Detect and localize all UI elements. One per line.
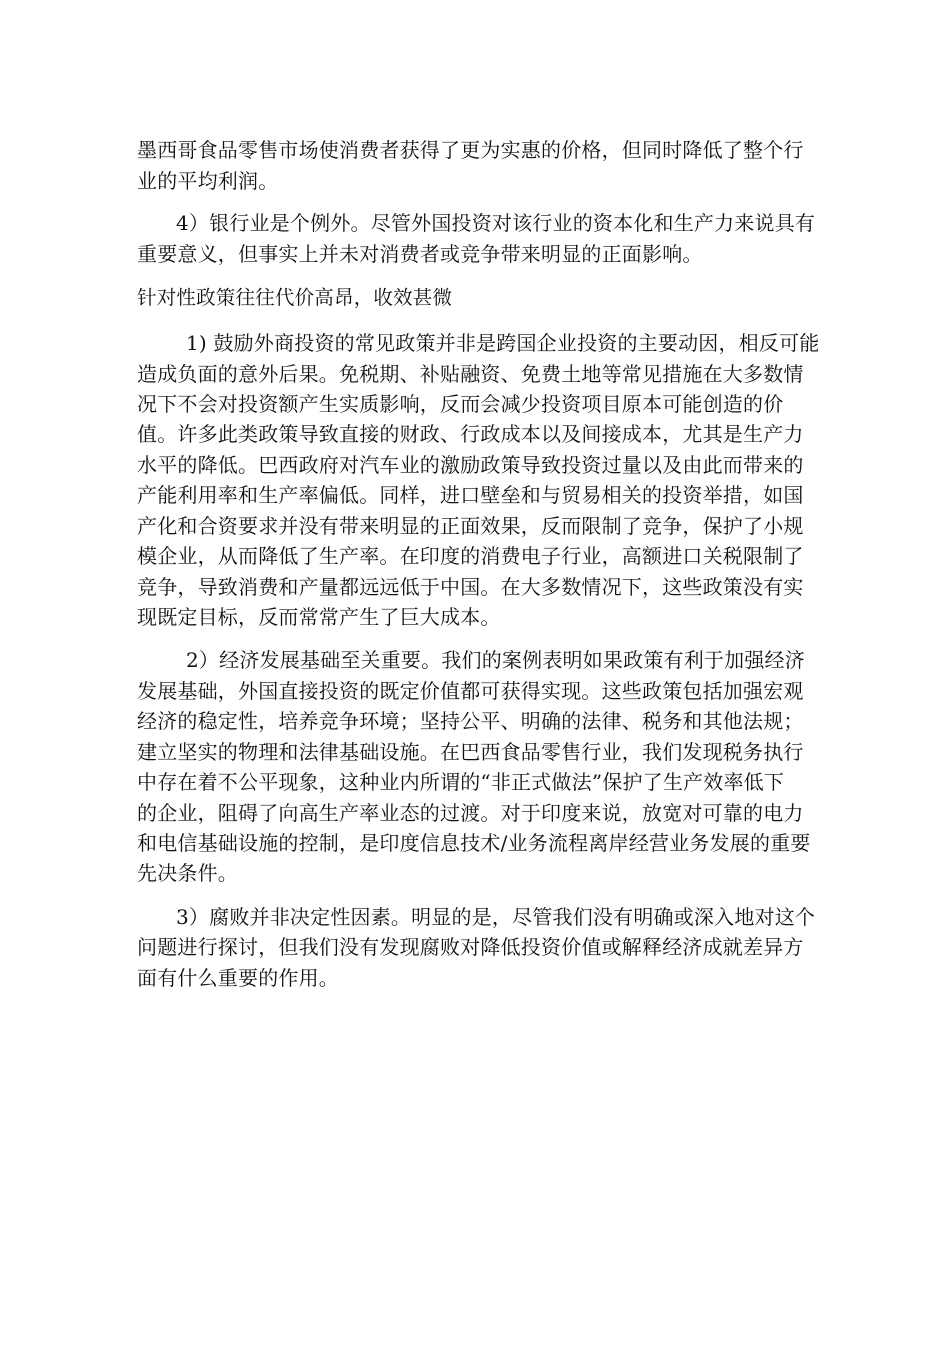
paragraph-5-line-3: 面有什么重要的作用。 (137, 966, 339, 990)
paragraph-2-line-2: 重要意义，但事实上并未对消费者或竞争带来明显的正面影响。 (137, 242, 703, 266)
paragraph-3-line-10: 现既定目标，反而常常产生了巨大成本。 (137, 605, 501, 629)
paragraph-1-line-1: 墨西哥食品零售市场使消费者获得了更为实惠的价格，但同时降低了整个行 (137, 138, 804, 162)
paragraph-4-line-7: 和电信基础设施的控制，是印度信息技术/业务流程离岸经营业务发展的重要 (137, 831, 811, 855)
paragraph-3-line-9: 竞争，导致消费和产量都远远低于中国。在大多数情况下，这些政策没有实 (137, 575, 804, 599)
paragraph-3-line-4: 值。许多此类政策导致直接的财政、行政成本以及间接成本，尤其是生产力 (137, 422, 804, 446)
paragraph-2-line-1: 4）银行业是个例外。尽管外国投资对该行业的资本化和生产力来说具有 (176, 211, 816, 235)
paragraph-3-line-7: 产化和合资要求并没有带来明显的正面效果，反而限制了竞争，保护了小规 (137, 514, 804, 538)
paragraph-3-line-2: 造成负面的意外后果。免税期、补贴融资、免费土地等常见措施在大多数情 (137, 362, 804, 386)
paragraph-3-line-1: 1) 鼓励外商投资的常见政策并非是跨国企业投资的主要动因，相反可能 (186, 331, 820, 355)
paragraph-4-line-8: 先决条件。 (137, 861, 238, 885)
paragraph-1-line-2: 业的平均利润。 (137, 169, 279, 193)
paragraph-3-line-3: 况下不会对投资额产生实质影响，反而会减少投资项目原本可能创造的价 (137, 392, 784, 416)
paragraph-3-line-5: 水平的降低。巴西政府对汽车业的激励政策导致投资过量以及由此而带来的 (137, 453, 804, 477)
paragraph-3-line-8: 模企业，从而降低了生产率。在印度的消费电子行业，高额进口关税限制了 (137, 544, 804, 568)
paragraph-4-line-4: 建立坚实的物理和法律基础设施。在巴西食品零售行业，我们发现税务执行 (137, 740, 804, 764)
paragraph-5-line-1: 3）腐败并非决定性因素。明显的是，尽管我们没有明确或深入地对这个 (176, 905, 816, 929)
paragraph-4-line-5: 中存在着不公平现象，这种业内所谓的“非正式做法”保护了生产效率低下 (137, 770, 785, 794)
paragraph-4-line-6: 的企业，阻碍了向高生产率业态的过渡。对于印度来说，放宽对可靠的电力 (137, 801, 804, 825)
paragraph-4-line-2: 发展基础，外国直接投资的既定价值都可获得实现。这些政策包括加强宏观 (137, 679, 804, 703)
paragraph-5-line-2: 问题进行探讨，但我们没有发现腐败对降低投资价值或解释经济成就差异方 (137, 935, 804, 959)
section-heading: 针对性政策往往代价高昂，收效甚微 (137, 286, 453, 309)
paragraph-4-line-1: 2）经济发展基础至关重要。我们的案例表明如果政策有利于加强经济 (186, 648, 805, 672)
paragraph-3-line-6: 产能利用率和生产率偏低。同样，进口壁垒和与贸易相关的投资举措，如国 (137, 483, 804, 507)
paragraph-4-line-3: 经济的稳定性，培养竞争环境；坚持公平、明确的法律、税务和其他法规； (137, 709, 804, 733)
